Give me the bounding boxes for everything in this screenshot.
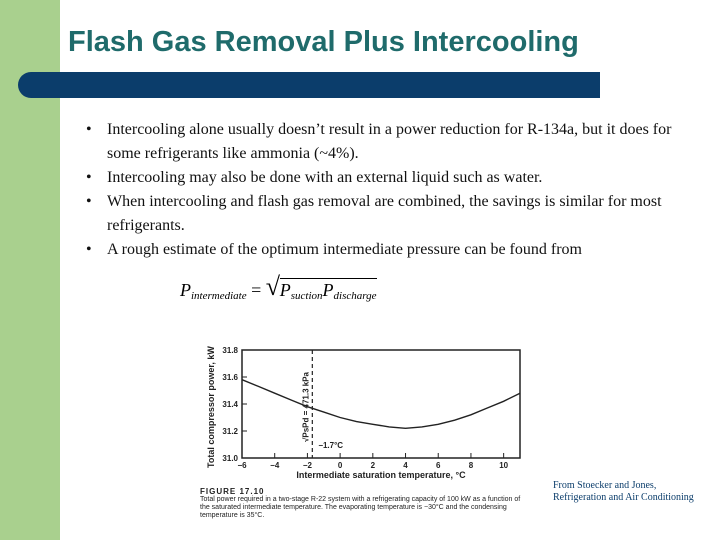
formula-p1-sub: suction [290,290,323,302]
formula-p1-symbol: P [279,280,291,300]
temperature-annotation: −1.7°C [318,441,344,450]
formula-p2-symbol: P [322,280,334,300]
x-tick-label: 6 [436,461,441,470]
formula-lhs-sub: intermediate [191,290,247,302]
bullet-item [84,190,704,238]
x-axis [237,453,508,470]
y-tick-label: 31.4 [222,400,238,409]
formula-p2-sub: discharge [333,290,377,302]
bullet-text: When intercooling and flash gas removal are combined, the savings is similar for most refrigerants. [107,193,662,234]
bullet-text: A rough estimate of the optimum intermediate pressure can be found from [107,241,582,258]
slide-title: Flash Gas Removal Plus Intercooling [68,26,579,58]
x-tick-label: −4 [270,461,280,470]
bullet-list [84,118,704,262]
bullet-item [84,238,704,262]
pressure-annotation: √PsPd = 471.3 kPa [301,372,311,442]
bullet-item [84,166,704,190]
pressure-formula [180,272,377,302]
power-chart-svg [160,340,530,490]
x-tick-label: −2 [302,461,312,470]
formula-radicand [280,278,377,302]
bullet-item [84,118,704,166]
figure-caption [200,488,530,520]
power-curve-line [242,380,520,429]
formula-lhs-symbol: P [180,280,191,300]
bullet-text: Intercooling alone usually doesn’t result in a power reduction for R-134a, but it does for some refrigerants like ammonia (~4%). [107,121,672,162]
formula-equals: = [251,280,262,300]
source-citation: From Stoecker and Jones, Refrigeration and Air Conditioning [553,480,694,503]
bullet-marker: • [86,121,92,138]
x-tick-label: 10 [499,461,509,470]
x-tick-label: 4 [403,461,408,470]
x-tick-label: 8 [468,461,474,470]
y-axis-label: Total compressor power, kW [206,346,216,468]
bullet-marker: • [86,193,92,210]
y-tick-label: 31.0 [222,454,238,463]
y-axis [222,346,247,463]
bullet-text: Intercooling may also be done with an external liquid such as water. [107,169,543,186]
x-tick-label: −6 [237,461,247,470]
x-tick-label: 0 [337,461,343,470]
bullet-marker: • [86,169,92,186]
y-tick-label: 31.8 [222,346,238,355]
y-tick-label: 31.6 [222,373,238,382]
sqrt-icon: √ [265,272,281,301]
y-tick-label: 31.2 [222,427,238,436]
x-axis-label: Intermediate saturation temperature, °C [296,470,466,480]
figure-number: FIGURE 17.10 [200,487,265,496]
title-underline-bar [18,72,600,98]
x-tick-label: 2 [370,461,376,470]
bullet-marker: • [86,241,92,258]
plot-frame [242,350,520,458]
figure-caption-text: Total power required in a two-stage R-22 system with a refrigerating capacity of 100 kW as a function of the saturated intermediate temperature. The evaporating temperature is −30°C and the condensing temperature is 35°C. [200,496,521,519]
formula-sqrt [265,272,377,302]
